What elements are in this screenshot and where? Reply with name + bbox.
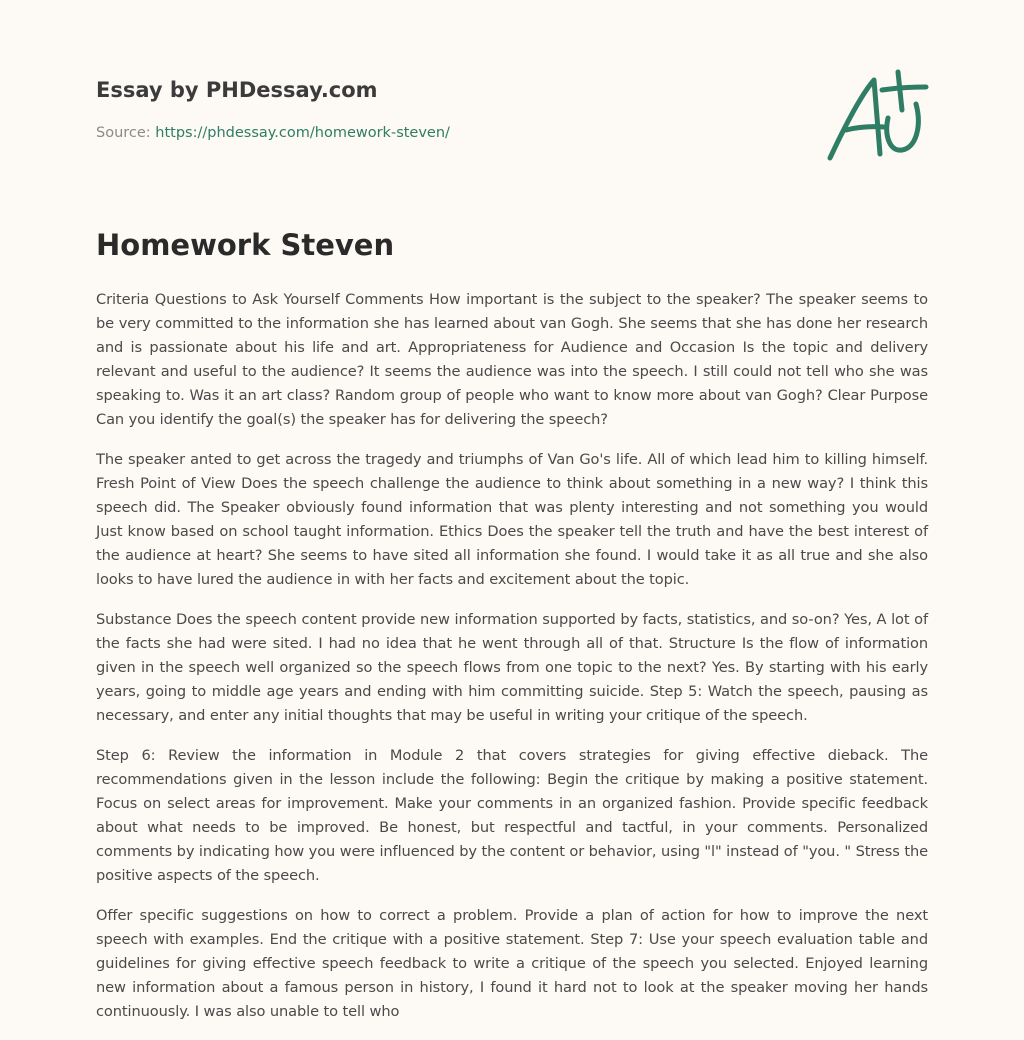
essay-paragraph-4: Step 6: Review the information in Module 2 that covers strategies for giving effective dieback. The recommendations given in the lesson include the following: Begin the critique by making a positive statement. Focus on select areas for improvement. Make your comments in an organized fashion. Provide specific feedback about what needs to be improved. Be honest, but respectful and tactful, in your comments. Personalized comments by indicating how you were influenced by the content or behavior, using "l" instead of "you. " Stress the positive aspects of the speech. — [96, 747, 929, 884]
source-line — [96, 123, 796, 143]
site-title: Essay by PHDessay.com — [96, 78, 378, 102]
a-plus-grade-icon — [822, 66, 932, 166]
source-link[interactable]: https://phdessay.com/homework-steven/ — [155, 125, 450, 141]
essay-paragraph-2: The speaker anted to get across the tragedy and triumphs of Van Go's life. All of which lead him to killing himself. Fresh Point of View Does the speech challenge the audience to think about something in a new way? I think this speech did. The Speaker obviously found information that was plenty interesting and not something you would Just know based on school taught information. Ethics Does the speaker tell the truth and have the best interest of the audience at heart? She seems to have sited all information she found. I would take it as all true and she also looks to have lured the audience in with her facts and excitement about the topic. — [96, 451, 928, 588]
essay-title: Homework Steven — [96, 228, 395, 262]
essay-paragraph-3: Substance Does the speech content provide new information supported by facts, statistics, and so-on? Yes, A lot of the facts she had were sited. I had no idea that he went through all of that. Structure Is the flow of information given in the speech well organized so the speech flows from one topic to the next? Yes. By starting with his early years, going to middle age years and ending with him committing suicide. Step 5: Watch the speech, pausing as necessary, and enter any initial thoughts that may be useful in writing your critique of the speech. — [96, 611, 928, 724]
source-label: Source: — [96, 125, 156, 141]
essay-paragraph-1: Criteria Questions to Ask Yourself Comments How important is the subject to the speaker? The speaker seems to be very committed to the information she has learned about van Gogh. She seems that she has done her research and is passionate about his life and art. Appropriateness for Audience and Occasion Is the topic and delivery relevant and useful to the audience? It seems the audience was into the speech. I still could not tell who she was speaking to. Was it an art class? Random group of people who want to know more about van Gogh? Clear Purpose Can you identify the goal(s) the speaker has for delivering the speech? — [96, 291, 928, 428]
essay-paragraph-5: Offer specific suggestions on how to correct a problem. Provide a plan of action for how to improve the next speech with examples. End the critique with a positive statement. Step 7: Use your speech evaluation table and guidelines for giving effective speech feedback to write a critique of the speech you selected. Enjoyed learning new information about a famous person in history, I found it hard not to look at the speaker moving her hands continuously. I was also unable to tell who — [96, 907, 928, 1020]
essay-content — [96, 224, 928, 1040]
page-header — [96, 74, 796, 143]
